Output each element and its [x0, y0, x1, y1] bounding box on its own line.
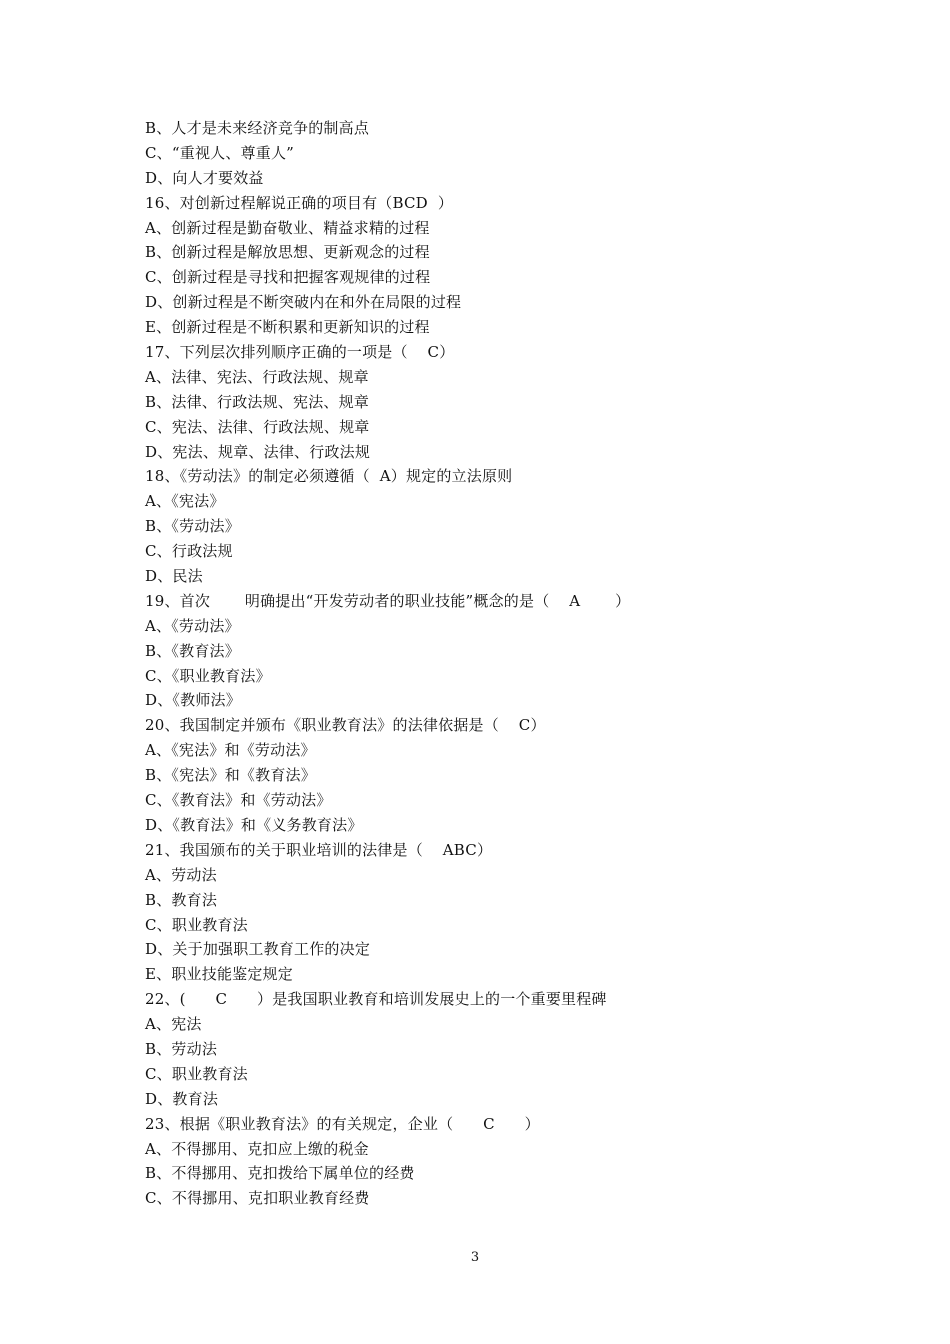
text-line: D、民法 [145, 567, 203, 586]
text-line: D、关于加强职工教育工作的决定 [145, 940, 371, 959]
text-line: C、《职业教育法》 [145, 666, 271, 685]
text-line: D、《教育法》和《义务教育法》 [145, 815, 363, 834]
text-line: C、“重视人、尊重人” [145, 143, 295, 162]
text-line: B、《教育法》 [145, 641, 240, 660]
text-line: D、《教师法》 [145, 691, 241, 710]
text-line: 19、首次 明确提出“开发劳动者的职业技能”概念的是（ A ） [145, 591, 631, 610]
text-line: 18、《劳动法》的制定必须遵循（ A）规定的立法原则 [145, 467, 513, 486]
text-line: C、《教育法》和《劳动法》 [145, 791, 332, 810]
text-line: A、《宪法》和《劳动法》 [145, 741, 316, 760]
text-line: B、《劳动法》 [145, 517, 240, 536]
text-line: A、宪法 [145, 1015, 202, 1034]
text-line: B、创新过程是解放思想、更新观念的过程 [145, 243, 430, 262]
text-line: B、《宪法》和《教育法》 [145, 766, 316, 785]
text-line: A、《劳动法》 [145, 616, 240, 635]
text-line: C、宪法、法律、行政法规、规章 [145, 417, 370, 436]
text-line: D、向人才要效益 [145, 168, 264, 187]
text-line: D、创新过程是不断突破内在和外在局限的过程 [145, 293, 462, 312]
text-line: A、劳动法 [145, 865, 217, 884]
text-line: E、职业技能鉴定规定 [145, 965, 293, 984]
text-line: C、创新过程是寻找和把握客观规律的过程 [145, 268, 431, 287]
text-line: 17、下列层次排列顺序正确的一项是（ C） [145, 343, 455, 362]
text-line: B、法律、行政法规、宪法、规章 [145, 392, 370, 411]
page-number: 3 [470, 1250, 480, 1265]
text-line: 23、根据《职业教育法》的有关规定，企业（ C ） [145, 1114, 540, 1133]
text-line: 16、对创新过程解说正确的项目有（BCD ） [145, 193, 454, 212]
text-line: D、宪法、规章、法律、行政法规 [145, 442, 371, 461]
text-line: A、不得挪用、克扣应上缴的税金 [145, 1139, 369, 1158]
text-line: B、教育法 [145, 890, 218, 909]
text-line: C、不得挪用、克扣职业教育经费 [145, 1189, 370, 1208]
text-line: D、教育法 [145, 1089, 219, 1108]
text-line: 22、( C ）是我国职业教育和培训发展史上的一个重要里程碑 [145, 990, 607, 1009]
text-line: C、行政法规 [145, 542, 233, 561]
text-line: E、创新过程是不断积累和更新知识的过程 [145, 318, 430, 337]
text-line: B、劳动法 [145, 1039, 218, 1058]
text-line: C、职业教育法 [145, 1064, 248, 1083]
text-line: 21、我国颁布的关于职业培训的法律是（ ABC） [145, 840, 493, 859]
text-line: 20、我国制定并颁布《职业教育法》的法律依据是（ C） [145, 716, 546, 735]
text-line: B、不得挪用、克扣拨给下属单位的经费 [145, 1164, 415, 1183]
page-content [145, 116, 825, 1211]
text-line: B、人才是未来经济竞争的制高点 [145, 119, 370, 137]
text-line: A、创新过程是勤奋敬业、精益求精的过程 [145, 218, 430, 237]
text-line: A、《宪法》 [145, 492, 225, 511]
text-line: C、职业教育法 [145, 915, 248, 934]
text-line: A、法律、宪法、行政法规、规章 [145, 367, 369, 386]
